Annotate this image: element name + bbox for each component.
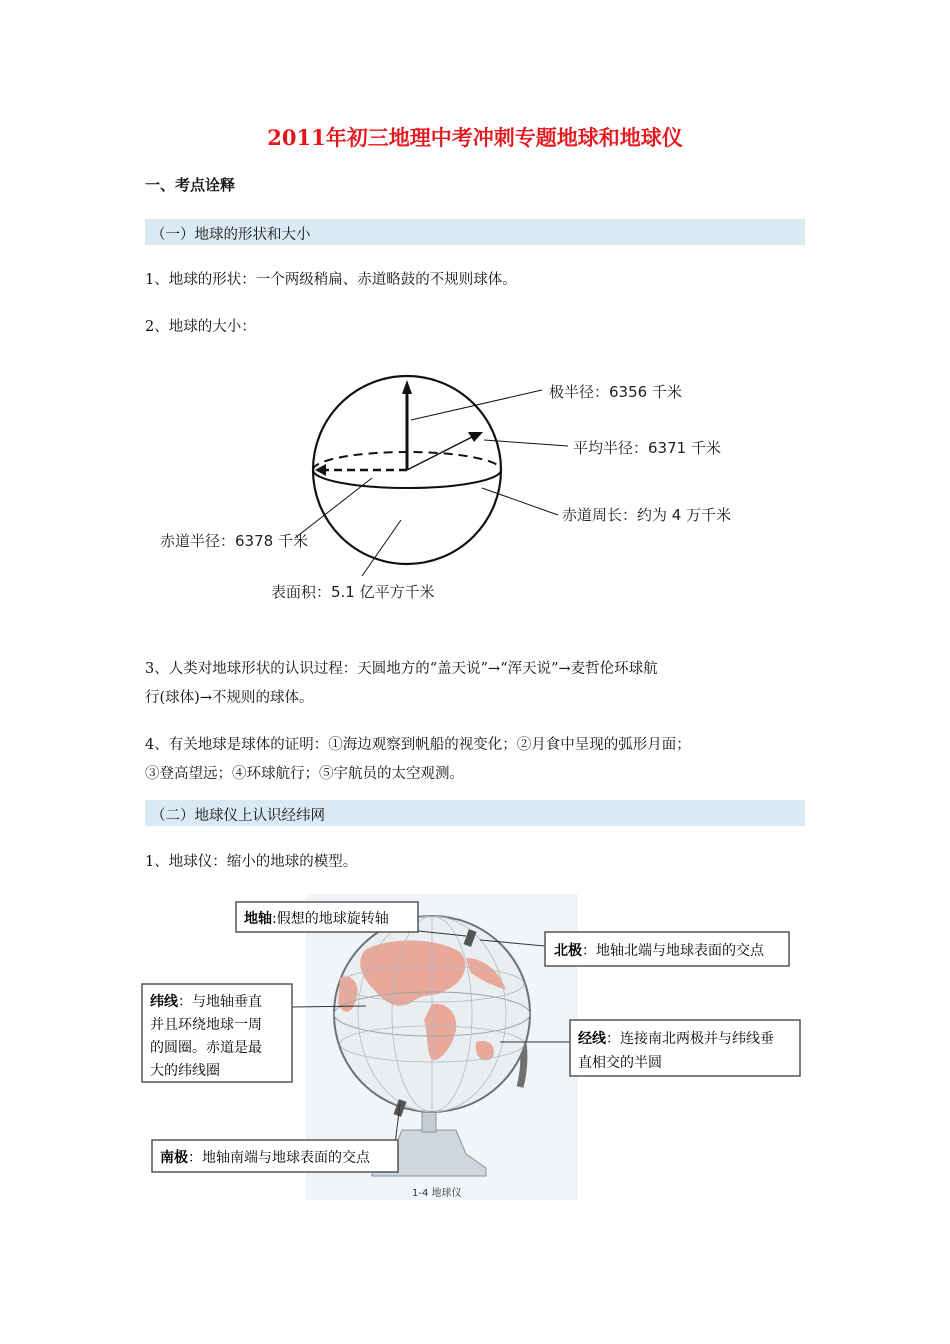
surface-area-label: 表面积：5.1 亿平方千米 bbox=[271, 583, 435, 601]
latitude-label-line4: 大的纬线圈 bbox=[150, 1063, 220, 1079]
subsection-band-2 bbox=[145, 800, 805, 826]
equator-radius-label: 赤道半径：6378 千米 bbox=[160, 532, 308, 550]
subsection-band-1 bbox=[145, 219, 805, 245]
paragraph-globe: 1、地球仪：缩小的地球的模型。 bbox=[145, 854, 358, 870]
paragraph-proof-line1: 4、有关地球是球体的证明：①海边观察到帆船的视变化；②月食中呈现的弧形月面； bbox=[145, 737, 691, 753]
page-title: 2011年初三地理中考冲刺专题地球和地球仪 bbox=[267, 125, 683, 150]
longitude-label-line1: 经线：连接南北两极并与纬线垂 bbox=[578, 1031, 774, 1047]
latitude-label-line2: 并且环绕地球一周 bbox=[150, 1017, 262, 1033]
north-pole-label: 北极：地轴北端与地球表面的交点 bbox=[554, 943, 764, 959]
latitude-label-line3: 的圆圈。赤道是最 bbox=[150, 1040, 262, 1056]
earth-size-diagram bbox=[140, 360, 780, 610]
south-pole-label: 南极：地轴南端与地球表面的交点 bbox=[160, 1150, 370, 1166]
mean-radius-label: 平均半径：6371 千米 bbox=[573, 439, 721, 457]
subsection-title-2: （二）地球仪上认识经纬网 bbox=[151, 808, 325, 824]
section-heading: 一、考点诠释 bbox=[145, 176, 236, 194]
longitude-label-line2: 直相交的半圆 bbox=[578, 1055, 662, 1071]
polar-radius-label: 极半径：6356 千米 bbox=[549, 383, 682, 401]
axis-label: 地轴:假想的地球旋转轴 bbox=[244, 911, 389, 927]
latitude-label-line1: 纬线：与地轴垂直 bbox=[150, 994, 262, 1010]
paragraph-cognition-line1: 3、人类对地球形状的认识过程：天圆地方的“盖天说”→“浑天说”→麦哲伦环球航 bbox=[145, 661, 658, 677]
paragraph-shape: 1、地球的形状：一个两级稍扁、赤道略鼓的不规则球体。 bbox=[145, 272, 517, 288]
figure-caption: 1-4 地球仪 bbox=[412, 1188, 462, 1199]
paragraph-size: 2、地球的大小： bbox=[145, 319, 256, 335]
subsection-title-1: （一）地球的形状和大小 bbox=[151, 227, 311, 243]
equator-length-label: 赤道周长：约为 4 万千米 bbox=[562, 506, 732, 524]
globe-diagram bbox=[140, 892, 805, 1204]
paragraph-proof-line2: ③登高望远；④环球航行；⑤宇航员的太空观测。 bbox=[145, 766, 464, 782]
paragraph-cognition-line2: 行(球体)→不规则的球体。 bbox=[145, 690, 314, 706]
